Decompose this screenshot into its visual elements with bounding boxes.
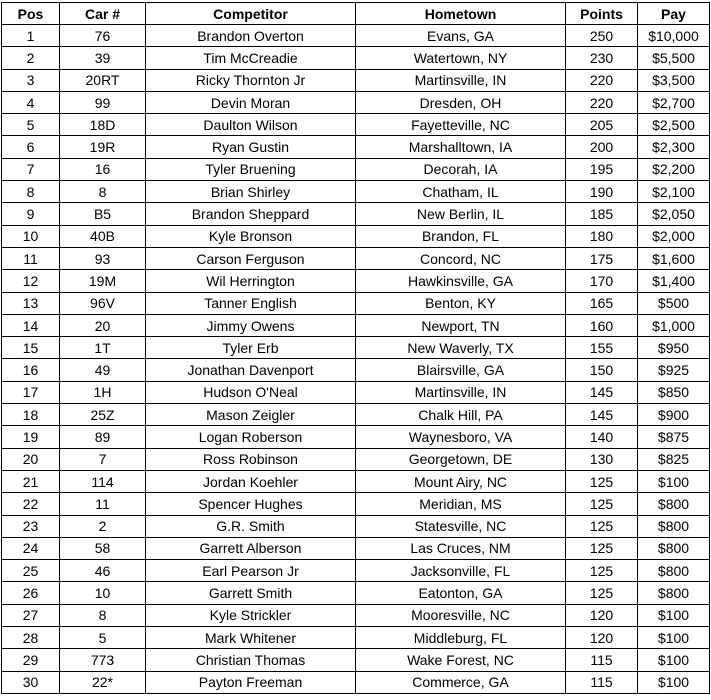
cell-pay: $950 bbox=[638, 337, 710, 359]
cell-pos: 2 bbox=[2, 47, 60, 69]
cell-car-number: 16 bbox=[60, 158, 146, 180]
cell-hometown: Middleburg, FL bbox=[356, 627, 566, 649]
cell-pos: 15 bbox=[2, 337, 60, 359]
cell-car-number: 22* bbox=[60, 671, 146, 693]
cell-car-number: 8 bbox=[60, 604, 146, 626]
cell-hometown: Chatham, IL bbox=[356, 181, 566, 203]
cell-car-number: 1T bbox=[60, 337, 146, 359]
cell-pay: $825 bbox=[638, 448, 710, 470]
cell-car-number: 58 bbox=[60, 537, 146, 559]
cell-pay: $2,300 bbox=[638, 136, 710, 158]
cell-pos: 27 bbox=[2, 604, 60, 626]
cell-points: 125 bbox=[566, 537, 638, 559]
cell-competitor: Jordan Koehler bbox=[146, 470, 356, 492]
cell-pos: 13 bbox=[2, 292, 60, 314]
cell-car-number: 19M bbox=[60, 270, 146, 292]
cell-pay: $800 bbox=[638, 560, 710, 582]
cell-pay: $800 bbox=[638, 582, 710, 604]
cell-pay: $10,000 bbox=[638, 25, 710, 47]
cell-points: 115 bbox=[566, 671, 638, 693]
cell-points: 160 bbox=[566, 314, 638, 336]
cell-pay: $100 bbox=[638, 604, 710, 626]
cell-pos: 18 bbox=[2, 404, 60, 426]
cell-pay: $100 bbox=[638, 671, 710, 693]
cell-car-number: 19R bbox=[60, 136, 146, 158]
cell-hometown: Martinsville, IN bbox=[356, 381, 566, 403]
cell-points: 120 bbox=[566, 627, 638, 649]
cell-competitor: Logan Roberson bbox=[146, 426, 356, 448]
table-row bbox=[2, 270, 710, 292]
cell-points: 150 bbox=[566, 359, 638, 381]
cell-hometown: New Waverly, TX bbox=[356, 337, 566, 359]
table-row bbox=[2, 426, 710, 448]
cell-competitor: Garrett Alberson bbox=[146, 537, 356, 559]
cell-pos: 9 bbox=[2, 203, 60, 225]
cell-pay: $1,600 bbox=[638, 247, 710, 269]
cell-hometown: New Berlin, IL bbox=[356, 203, 566, 225]
table-row bbox=[2, 225, 710, 247]
table-row bbox=[2, 560, 710, 582]
cell-points: 175 bbox=[566, 247, 638, 269]
cell-pay: $2,000 bbox=[638, 225, 710, 247]
cell-points: 125 bbox=[566, 470, 638, 492]
table-row bbox=[2, 69, 710, 91]
cell-competitor: Tyler Erb bbox=[146, 337, 356, 359]
cell-pos: 11 bbox=[2, 247, 60, 269]
cell-pay: $2,100 bbox=[638, 181, 710, 203]
cell-points: 120 bbox=[566, 604, 638, 626]
cell-car-number: 10 bbox=[60, 582, 146, 604]
cell-points: 125 bbox=[566, 582, 638, 604]
cell-points: 195 bbox=[566, 158, 638, 180]
cell-pos: 10 bbox=[2, 225, 60, 247]
cell-pos: 8 bbox=[2, 181, 60, 203]
cell-hometown: Las Cruces, NM bbox=[356, 537, 566, 559]
header-hometown: Hometown bbox=[356, 3, 566, 25]
cell-hometown: Fayetteville, NC bbox=[356, 114, 566, 136]
cell-competitor: Kyle Strickler bbox=[146, 604, 356, 626]
cell-hometown: Watertown, NY bbox=[356, 47, 566, 69]
cell-car-number: 114 bbox=[60, 470, 146, 492]
cell-pay: $100 bbox=[638, 627, 710, 649]
cell-points: 250 bbox=[566, 25, 638, 47]
cell-points: 130 bbox=[566, 448, 638, 470]
cell-competitor: Ross Robinson bbox=[146, 448, 356, 470]
cell-hometown: Eatonton, GA bbox=[356, 582, 566, 604]
table-row bbox=[2, 537, 710, 559]
cell-points: 220 bbox=[566, 69, 638, 91]
cell-competitor: Wil Herrington bbox=[146, 270, 356, 292]
cell-pay: $2,500 bbox=[638, 114, 710, 136]
cell-competitor: Ryan Gustin bbox=[146, 136, 356, 158]
header-row bbox=[2, 3, 710, 25]
cell-hometown: Mooresville, NC bbox=[356, 604, 566, 626]
cell-competitor: Earl Pearson Jr bbox=[146, 560, 356, 582]
cell-pos: 3 bbox=[2, 69, 60, 91]
cell-hometown: Concord, NC bbox=[356, 247, 566, 269]
cell-car-number: 8 bbox=[60, 181, 146, 203]
cell-competitor: Brandon Sheppard bbox=[146, 203, 356, 225]
cell-car-number: 18D bbox=[60, 114, 146, 136]
table-row bbox=[2, 515, 710, 537]
cell-points: 125 bbox=[566, 560, 638, 582]
results-table bbox=[1, 2, 710, 694]
header-points: Points bbox=[566, 3, 638, 25]
cell-car-number: 25Z bbox=[60, 404, 146, 426]
table-header bbox=[2, 3, 710, 25]
cell-competitor: Brandon Overton bbox=[146, 25, 356, 47]
cell-pay: $5,500 bbox=[638, 47, 710, 69]
table-row bbox=[2, 203, 710, 225]
cell-car-number: 76 bbox=[60, 25, 146, 47]
cell-competitor: Tanner English bbox=[146, 292, 356, 314]
table-row bbox=[2, 404, 710, 426]
cell-car-number: B5 bbox=[60, 203, 146, 225]
cell-pay: $900 bbox=[638, 404, 710, 426]
cell-pay: $2,050 bbox=[638, 203, 710, 225]
cell-hometown: Evans, GA bbox=[356, 25, 566, 47]
cell-pos: 5 bbox=[2, 114, 60, 136]
cell-competitor: Payton Freeman bbox=[146, 671, 356, 693]
cell-car-number: 773 bbox=[60, 649, 146, 671]
header-pos: Pos bbox=[2, 3, 60, 25]
table-row bbox=[2, 649, 710, 671]
cell-hometown: Mount Airy, NC bbox=[356, 470, 566, 492]
table-row bbox=[2, 158, 710, 180]
cell-pos: 28 bbox=[2, 627, 60, 649]
cell-pay: $800 bbox=[638, 493, 710, 515]
table-row bbox=[2, 582, 710, 604]
cell-car-number: 99 bbox=[60, 91, 146, 113]
cell-pos: 21 bbox=[2, 470, 60, 492]
cell-hometown: Dresden, OH bbox=[356, 91, 566, 113]
cell-points: 220 bbox=[566, 91, 638, 113]
cell-competitor: Jonathan Davenport bbox=[146, 359, 356, 381]
cell-pay: $800 bbox=[638, 537, 710, 559]
cell-points: 185 bbox=[566, 203, 638, 225]
table-row bbox=[2, 47, 710, 69]
cell-pay: $3,500 bbox=[638, 69, 710, 91]
table-row bbox=[2, 627, 710, 649]
header-competitor: Competitor bbox=[146, 3, 356, 25]
cell-competitor: Mason Zeigler bbox=[146, 404, 356, 426]
cell-car-number: 93 bbox=[60, 247, 146, 269]
cell-competitor: Carson Ferguson bbox=[146, 247, 356, 269]
cell-hometown: Brandon, FL bbox=[356, 225, 566, 247]
cell-points: 155 bbox=[566, 337, 638, 359]
cell-hometown: Georgetown, DE bbox=[356, 448, 566, 470]
cell-competitor: Spencer Hughes bbox=[146, 493, 356, 515]
cell-competitor: Jimmy Owens bbox=[146, 314, 356, 336]
table-row bbox=[2, 671, 710, 693]
cell-points: 180 bbox=[566, 225, 638, 247]
cell-pay: $925 bbox=[638, 359, 710, 381]
cell-points: 125 bbox=[566, 515, 638, 537]
cell-hometown: Jacksonville, FL bbox=[356, 560, 566, 582]
cell-car-number: 46 bbox=[60, 560, 146, 582]
cell-car-number: 20 bbox=[60, 314, 146, 336]
cell-pos: 7 bbox=[2, 158, 60, 180]
cell-points: 170 bbox=[566, 270, 638, 292]
cell-points: 165 bbox=[566, 292, 638, 314]
table-row bbox=[2, 181, 710, 203]
cell-hometown: Blairsville, GA bbox=[356, 359, 566, 381]
cell-pay: $800 bbox=[638, 515, 710, 537]
table-row bbox=[2, 25, 710, 47]
cell-competitor: Mark Whitener bbox=[146, 627, 356, 649]
cell-hometown: Chalk Hill, PA bbox=[356, 404, 566, 426]
cell-pay: $2,700 bbox=[638, 91, 710, 113]
cell-pos: 12 bbox=[2, 270, 60, 292]
cell-hometown: Benton, KY bbox=[356, 292, 566, 314]
cell-pos: 22 bbox=[2, 493, 60, 515]
cell-hometown: Statesville, NC bbox=[356, 515, 566, 537]
cell-car-number: 7 bbox=[60, 448, 146, 470]
cell-hometown: Martinsville, IN bbox=[356, 69, 566, 91]
cell-pos: 6 bbox=[2, 136, 60, 158]
cell-competitor: G.R. Smith bbox=[146, 515, 356, 537]
table-row bbox=[2, 381, 710, 403]
cell-hometown: Meridian, MS bbox=[356, 493, 566, 515]
cell-points: 205 bbox=[566, 114, 638, 136]
cell-competitor: Garrett Smith bbox=[146, 582, 356, 604]
cell-competitor: Daulton Wilson bbox=[146, 114, 356, 136]
cell-competitor: Brian Shirley bbox=[146, 181, 356, 203]
cell-pos: 29 bbox=[2, 649, 60, 671]
table-row bbox=[2, 448, 710, 470]
cell-pos: 26 bbox=[2, 582, 60, 604]
cell-pay: $875 bbox=[638, 426, 710, 448]
cell-pos: 17 bbox=[2, 381, 60, 403]
table-row bbox=[2, 247, 710, 269]
cell-car-number: 1H bbox=[60, 381, 146, 403]
cell-pos: 25 bbox=[2, 560, 60, 582]
cell-pay: $1,000 bbox=[638, 314, 710, 336]
cell-points: 200 bbox=[566, 136, 638, 158]
cell-car-number: 39 bbox=[60, 47, 146, 69]
cell-pay: $850 bbox=[638, 381, 710, 403]
cell-competitor: Tyler Bruening bbox=[146, 158, 356, 180]
cell-competitor: Hudson O'Neal bbox=[146, 381, 356, 403]
cell-car-number: 49 bbox=[60, 359, 146, 381]
cell-competitor: Kyle Bronson bbox=[146, 225, 356, 247]
cell-points: 115 bbox=[566, 649, 638, 671]
cell-competitor: Tim McCreadie bbox=[146, 47, 356, 69]
cell-hometown: Newport, TN bbox=[356, 314, 566, 336]
cell-car-number: 5 bbox=[60, 627, 146, 649]
cell-car-number: 2 bbox=[60, 515, 146, 537]
cell-pay: $500 bbox=[638, 292, 710, 314]
cell-competitor: Ricky Thornton Jr bbox=[146, 69, 356, 91]
table-row bbox=[2, 493, 710, 515]
cell-pay: $1,400 bbox=[638, 270, 710, 292]
cell-points: 145 bbox=[566, 381, 638, 403]
cell-hometown: Waynesboro, VA bbox=[356, 426, 566, 448]
cell-hometown: Decorah, IA bbox=[356, 158, 566, 180]
table-body bbox=[2, 25, 710, 694]
table-row bbox=[2, 470, 710, 492]
table-row bbox=[2, 114, 710, 136]
header-car-number: Car # bbox=[60, 3, 146, 25]
cell-competitor: Devin Moran bbox=[146, 91, 356, 113]
cell-points: 190 bbox=[566, 181, 638, 203]
cell-car-number: 96V bbox=[60, 292, 146, 314]
table-row bbox=[2, 136, 710, 158]
cell-hometown: Hawkinsville, GA bbox=[356, 270, 566, 292]
cell-car-number: 20RT bbox=[60, 69, 146, 91]
cell-pos: 19 bbox=[2, 426, 60, 448]
cell-hometown: Wake Forest, NC bbox=[356, 649, 566, 671]
cell-pos: 14 bbox=[2, 314, 60, 336]
cell-hometown: Commerce, GA bbox=[356, 671, 566, 693]
cell-pos: 4 bbox=[2, 91, 60, 113]
table-row bbox=[2, 91, 710, 113]
cell-car-number: 89 bbox=[60, 426, 146, 448]
cell-pos: 16 bbox=[2, 359, 60, 381]
cell-points: 230 bbox=[566, 47, 638, 69]
table-row bbox=[2, 604, 710, 626]
cell-pos: 23 bbox=[2, 515, 60, 537]
cell-points: 140 bbox=[566, 426, 638, 448]
header-pay: Pay bbox=[638, 3, 710, 25]
cell-pay: $2,200 bbox=[638, 158, 710, 180]
cell-pos: 30 bbox=[2, 671, 60, 693]
table-row bbox=[2, 314, 710, 336]
cell-pos: 1 bbox=[2, 25, 60, 47]
cell-car-number: 40B bbox=[60, 225, 146, 247]
cell-pos: 20 bbox=[2, 448, 60, 470]
table-row bbox=[2, 292, 710, 314]
cell-pos: 24 bbox=[2, 537, 60, 559]
cell-points: 145 bbox=[566, 404, 638, 426]
cell-points: 125 bbox=[566, 493, 638, 515]
cell-hometown: Marshalltown, IA bbox=[356, 136, 566, 158]
cell-car-number: 11 bbox=[60, 493, 146, 515]
table-row bbox=[2, 337, 710, 359]
cell-competitor: Christian Thomas bbox=[146, 649, 356, 671]
cell-pay: $100 bbox=[638, 470, 710, 492]
table-row bbox=[2, 359, 710, 381]
cell-pay: $100 bbox=[638, 649, 710, 671]
